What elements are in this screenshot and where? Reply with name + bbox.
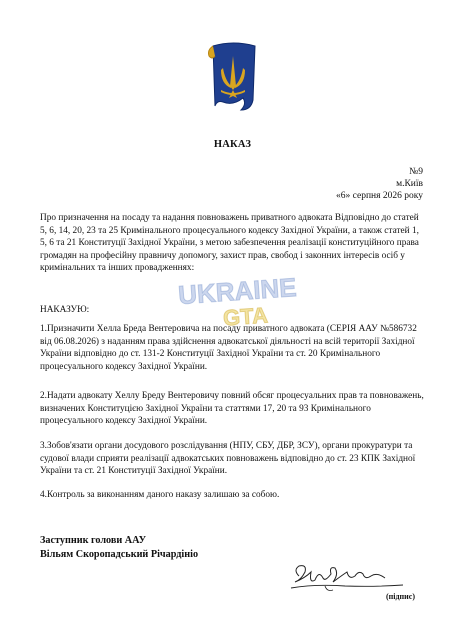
order-paragraph-4: 4.Контроль за виконанням даного наказу залишаю за собою.	[40, 490, 280, 500]
order-number: №9	[409, 167, 423, 177]
order-paragraph-3: 3.Зобов'язати органи досудового розслідування (НПУ, СБУ, ДБР, ЗСУ), органи прокуратури та судової влади сприяти реалізації адвокатських повноважень відповідно до ст. 23 КПК Західної України та ст. 21 Конституції Західної України.	[40, 441, 416, 477]
order-paragraph-2: 2.Надати адвокату Хеллу Бреду Вентеровичу повний обсяг процесуальних прав та повноважень, визначених Конституцією Західної України та статтями 17, 20 та 93 Кримінального процесуального кодексу Західної України.	[40, 391, 424, 427]
intro-paragraph: Про призначення на посаду та надання повноважень приватного адвоката Відповідно до статей 5, 6, 14, 20, 23 та 25 Кримінального процесуального кодексу Західної України, а також статей 1, 5, 6 та 21 Конституції Західної України, з метою забезпечення реалізації конституційного права громадян на професійну правничу допомогу, захист прав, свобод і законних інтересів осіб у кримінальних та інших провадженнях:	[40, 213, 419, 274]
signer-name: Вільям Скоропадський Річардініо	[40, 549, 199, 560]
signature-caption: (підпис)	[386, 592, 415, 601]
order-meta	[336, 166, 423, 202]
signer-position: Заступник голови ААУ	[40, 535, 147, 546]
watermark-line-2: GTA	[222, 302, 269, 331]
signer-block	[40, 534, 198, 562]
document-title: НАКАЗ	[213, 139, 252, 150]
order-directive-heading: НАКАЗУЮ:	[40, 305, 90, 315]
order-date: «6» серпня 2026 року	[336, 191, 423, 201]
association-emblem-icon	[203, 40, 263, 115]
watermark-line-1: UKRAINE	[177, 272, 298, 311]
order-city: м.Київ	[396, 179, 423, 189]
order-paragraph-1: 1.Призначити Хелла Бреда Вентеровича на посаду приватного адвоката (СЕРІЯ ААУ №586732 від 06.08.2026) з наданням права здійснення адвокатської діяльності на всій території Західної України відповідно до ст. 131-2 Конституції Західної України та ст. 20 Кримінального процесуального кодексу Західної України.	[40, 324, 417, 372]
